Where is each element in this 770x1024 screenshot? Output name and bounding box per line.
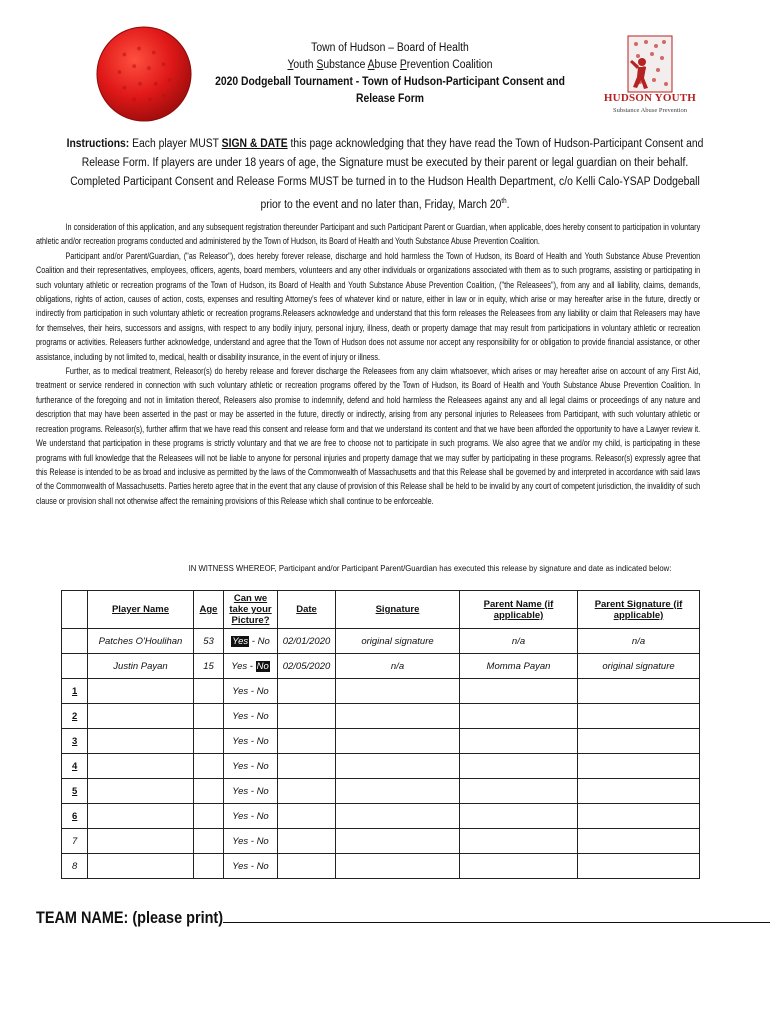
player-name-field[interactable] [88, 704, 194, 729]
table-row: 6 Yes - No [62, 804, 700, 829]
header-age: Age [194, 591, 224, 629]
header-cell-number [62, 591, 88, 629]
table-row: 8 Yes - No [62, 854, 700, 879]
header-parent-name: Parent Name (if applicable) [460, 591, 578, 629]
team-name-input-line[interactable] [223, 908, 770, 923]
player-name-field[interactable] [88, 679, 194, 704]
table-row: 7 Yes - No [62, 829, 700, 854]
player-name-field[interactable] [88, 779, 194, 804]
team-name-section [36, 908, 770, 928]
table-row: 2 Yes - No [62, 704, 700, 729]
header-parent-signature: Parent Signature (if applicable) [578, 591, 700, 629]
logo-subtitle: Substance Abuse Prevention [612, 107, 688, 114]
sign-date-emphasis: SIGN & DATE [221, 138, 288, 150]
example-row: Justin Payan 15 Yes - No 02/05/2020 n/a Momma Payan original signature [62, 654, 700, 679]
header-player-name: Player Name [88, 591, 194, 629]
player-name-field[interactable] [88, 729, 194, 754]
player-name-field[interactable] [88, 829, 194, 854]
team-name-label: TEAM NAME: (please print) [36, 908, 224, 927]
release-body [36, 220, 700, 508]
instructions: Instructions: Each player MUST SIGN & DATE this page acknowledging that they have read the Town of Hudson-Participant Consent and Release Form. If players are under 18 years of age, the Signature must be executed by their parent or legal guardian on their behalf. Completed Participant Consent and Release Forms MUST be turned in to the Hudson Health Department, c/o Kelli Calo-YSAP Dodgeball prior to the event and no later than, Friday, March 20th. [66, 138, 704, 211]
instructions-label: Instructions: [66, 138, 130, 150]
hudson-youth-logo [600, 32, 700, 122]
player-name-field[interactable] [88, 804, 194, 829]
picture-choice: Yes - No [224, 629, 278, 654]
dodgeball-image [95, 25, 193, 123]
table-row: 5 Yes - No [62, 779, 700, 804]
logo-title: HUDSON YOUTH [603, 92, 697, 104]
form-header [201, 40, 579, 108]
witness-statement: IN WITNESS WHEREOF, Participant and/or Participant Parent/Guardian has executed this release by signature and date as indicated below: [188, 563, 672, 573]
header-picture: Can we take your Picture? [224, 591, 278, 629]
header-line-1: Town of Hudson – Board of Health [311, 42, 469, 54]
example-row: Patches O'Houlihan 53 Yes - No 02/01/2020 original signature n/a n/a [62, 629, 700, 654]
table-row: 4 Yes - No [62, 754, 700, 779]
medical-paragraph: Further, as to medical treatment, Releasor(s) do hereby release and forever discharge the Releasees from any claim whatsoever, which arises or may hereafter arise on account of any First Aid, treatment or service rendered in connection with such voluntary athletic or recreation programs offered by the Town of Hudson, its Board of Health and Youth Substance Abuse Prevention Coalition. In furtherance of the foregoing and not in limitation thereof, Releasers also promise to indemnify, defend and hold harmless the Releasees against any and all legal claims or proceedings of any nature and description that may have been asserted in the past or may be asserted in the future, directly or indirectly, arising from any personal injuries to Releasees from Participant, with such voluntary athletic or recreation programs. Releasor(s), further affirm that we have read this consent and release form and that we understand its content and that we have been afforded the opportunity to have a Lawyer review it. We understand that participation in these programs is strictly voluntary and that we are free to choose not to participate in such programs. We also agree that we and/or my child, is participating in these programs with full knowledge that the Releasees will not be liable to anyone for personal injuries and property damage that we may suffer by participating in these programs. Releasor(s) expressly agree that this Release is intended to be as broad and inclusive as permitted by the laws of the Commonwealth of Massachusetts and that this Release shall be governed by and interpreted in accordance with said laws of the Commonwealth of Massachusetts. Parties hereto agree that in the event that any clause of provision of this Release shall be held to be invalid by any court of competent jurisdiction, the invalidity of such clause or provision shall not otherwise affect the remaining provisions of this Release which shall continue to be enforceable. [36, 366, 701, 506]
roster-table [61, 590, 700, 879]
logo-figure-icon [600, 32, 700, 94]
table-header-row [62, 591, 700, 629]
header-signature: Signature [336, 591, 460, 629]
release-paragraph: Participant and/or Parent/Guardian, ("as Releasor"), does hereby forever release, discharge and hold harmless the Town of Hudson, its Board of Health and Youth Substance Abuse Prevention Coalition and their representatives, employees, officers, agents, board members, volunteers and any other individuals or organizations associated with them as to such programs, assisting or participating in such voluntary athletic or recreation programs of the Town of Hudson, its Board of Health and Youth Substance Abuse Prevention Coalition, ("the Releasees"), from any and all liability, claims, demands, obligations, rights of action, causes of action, costs, expenses and resulting Attorney's fees of whatever kind or nature, either in law or in equity, which arise or may hereafter arise in the future, directly or indirectly from participation in such voluntary athletic or recreation programs.Releasers acknowledge and understand that this form releases the Releasees from any liability or claim that Releasers may have for themselves, their heirs, successors and assigns, with respect to any bodily injury, personal injury, illness, death or property damage that may result from participations in voluntary athletic or recreation programs or activities. Releasers further acknowledge, understand and agree that the Town of Hudson does not assume nor accept any responsibility for or obligation to provide financial assistance, or other assistance, including by not limited to, medical, health or disability insurance, in the event of injury or illness. [36, 250, 701, 362]
header-line-2: Youth Substance Abuse Prevention Coalition [287, 59, 493, 71]
table-row: 1 Yes - No [62, 679, 700, 704]
player-name-field[interactable] [88, 754, 194, 779]
table-row: 3 Yes - No [62, 729, 700, 754]
picture-choice: Yes - No [224, 654, 278, 679]
form-title: 2020 Dodgeball Tournament - Town of Hudson-Participant Consent and Release Form [215, 76, 565, 105]
player-name-field[interactable] [88, 854, 194, 879]
consent-paragraph: In consideration of this application, and any subsequent registration thereunder Participant and such Participant Parent or Guardian, when applicable, does hereby consent to participation in voluntary athletic and/or recreation programs conducted and administered by the Town of Hudson, its Board of Health and Youth Substance Abuse Prevention Coalition. [36, 222, 701, 247]
header-date: Date [278, 591, 336, 629]
